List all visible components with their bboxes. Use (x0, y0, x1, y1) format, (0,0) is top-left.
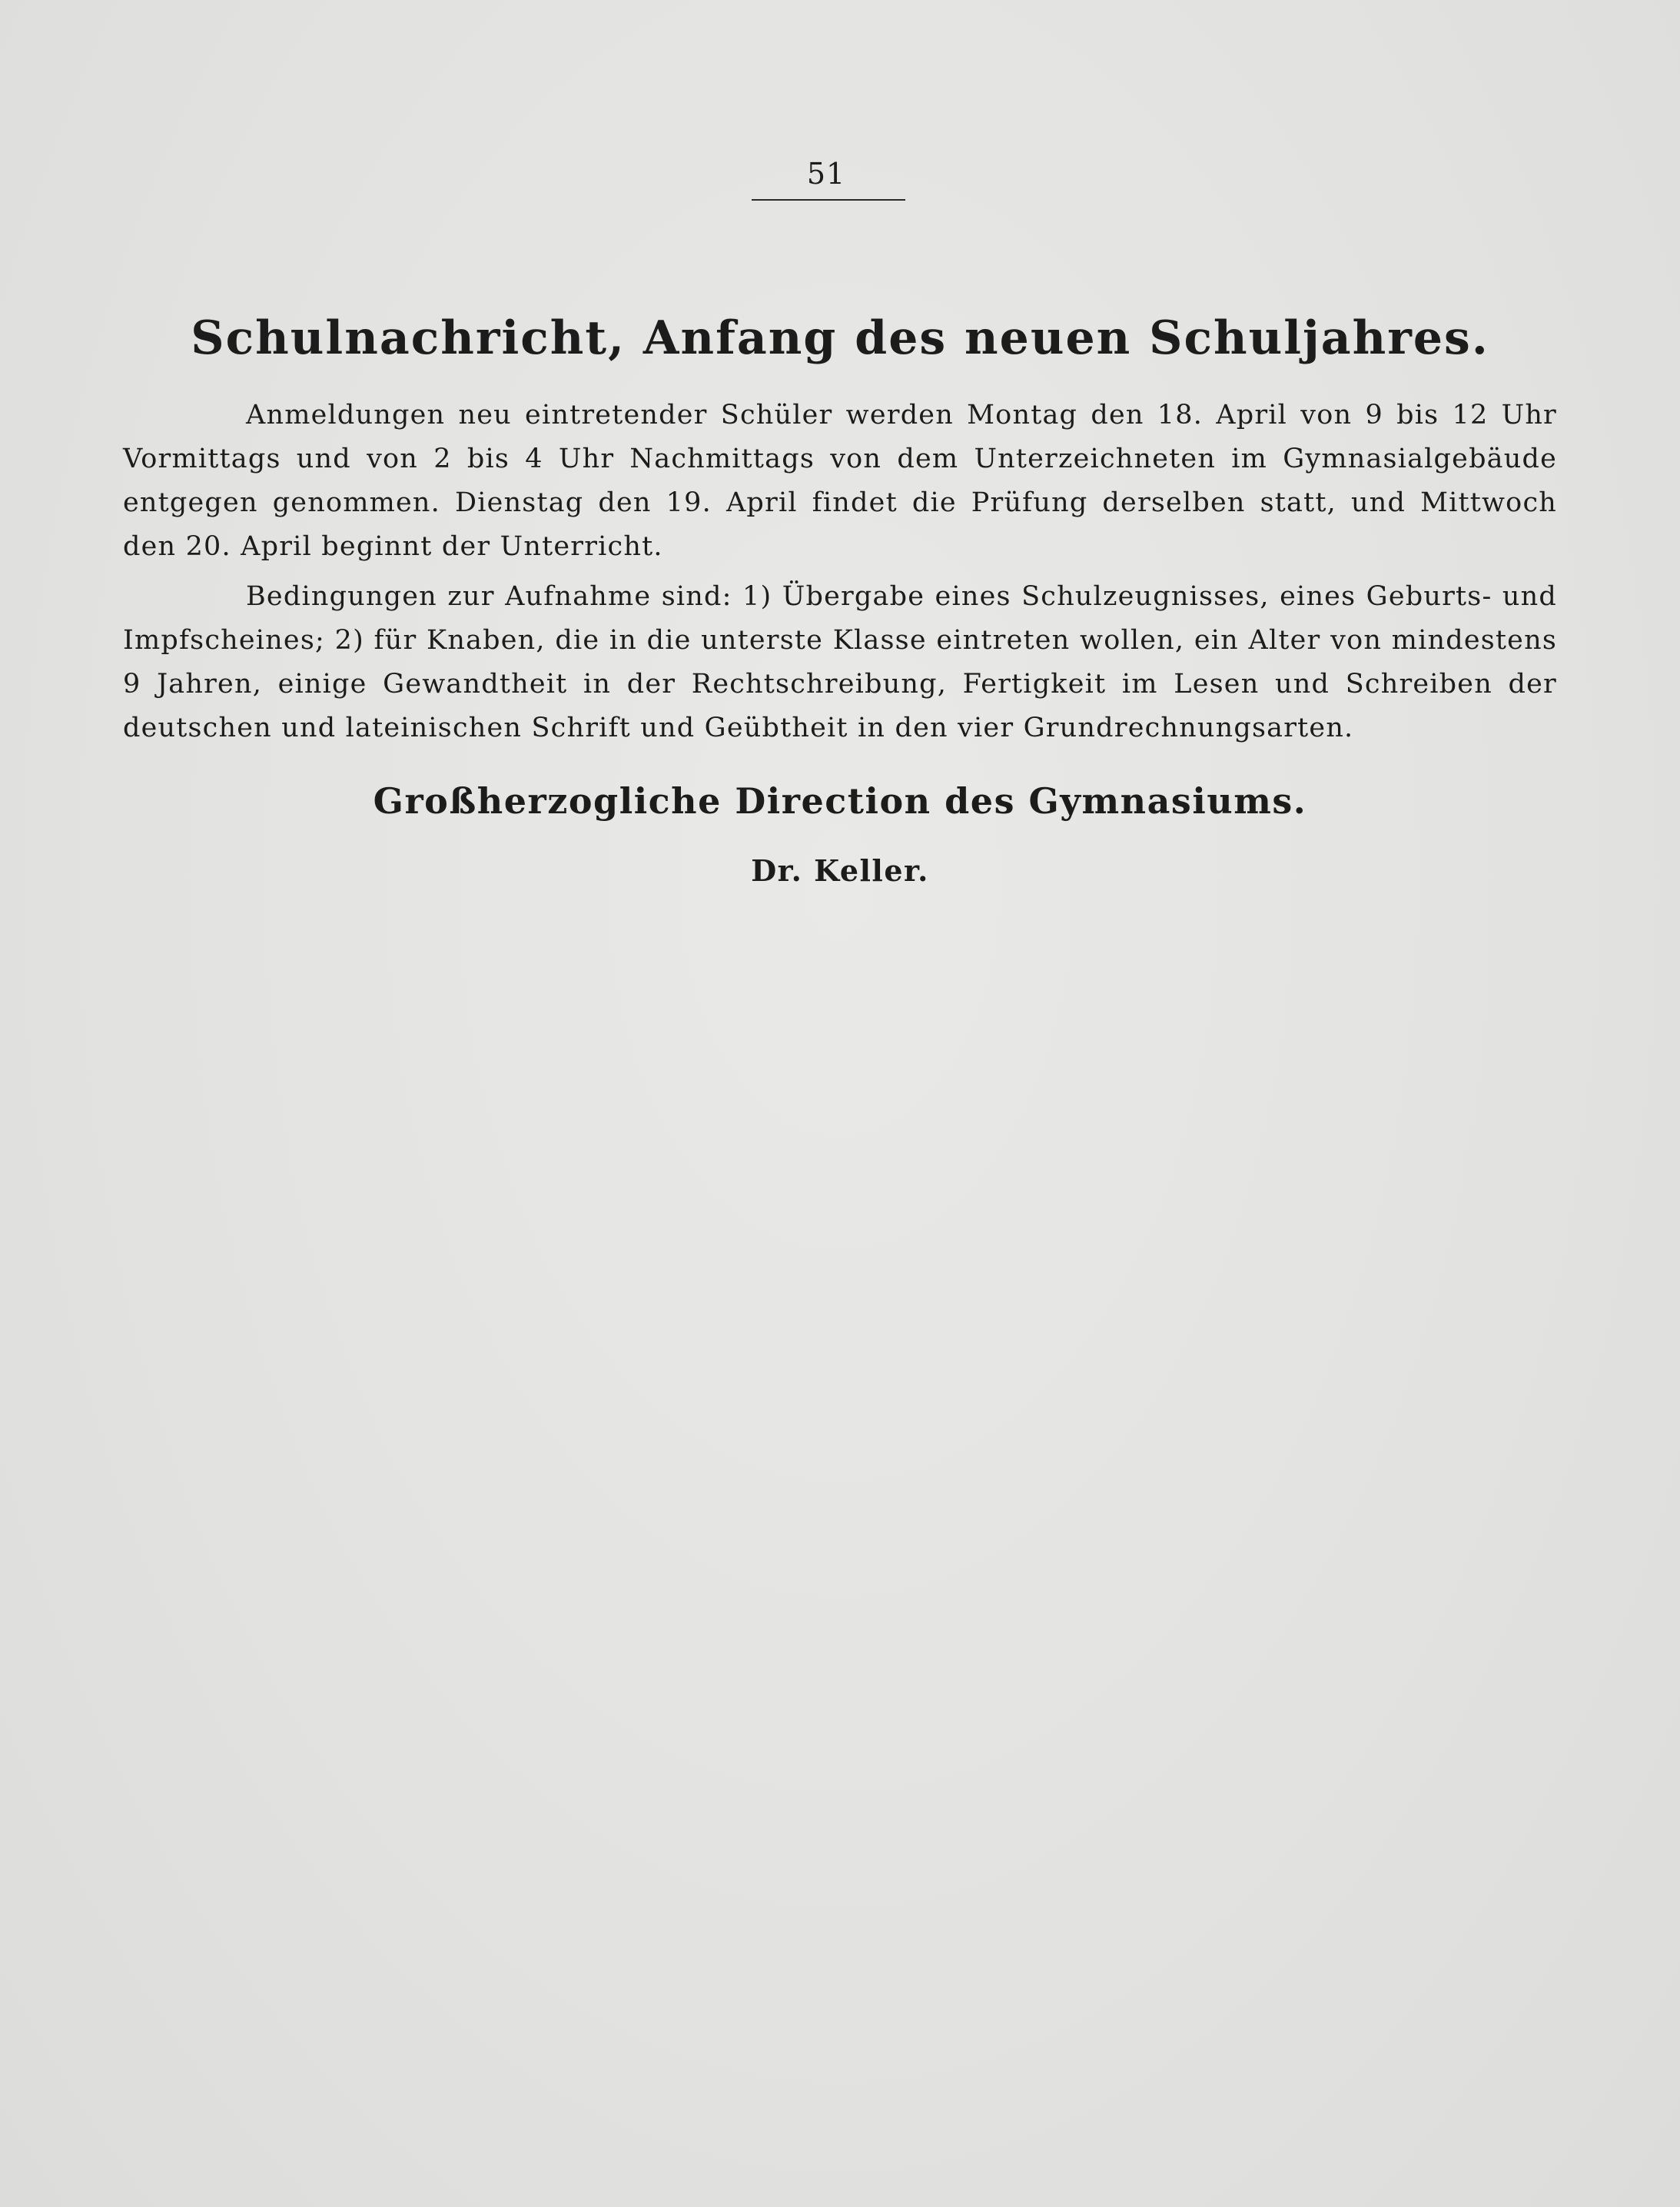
page-number: 51 (806, 157, 846, 191)
page-number-rule (752, 199, 905, 201)
paragraph-admission-conditions: Bedingungen zur Aufnahme sind: 1) Übergabe eines Schulzeugnisses, eines Geburts- und Impfscheines; 2) für Knaben, die in die unterste Klasse eintreten wollen, ein Alter von mindestens 9 Jahren, einige Gewandtheit in der Rechtschreibung, Fertigkeit im Lesen und Schreiben der deutschen und lateinischen Schrift und Geübtheit in den vier Grundrechnungsarten. (123, 581, 1557, 743)
issuing-authority: Großherzogliche Direction des Gymnasiums. (373, 780, 1307, 822)
body-text (123, 394, 1557, 756)
paragraph-registration: Anmeldungen neu eintretender Schüler werden Montag den 18. April von 9 bis 12 Uhr Vormittags und von 2 bis 4 Uhr Nachmittags von dem Unterzeichneten im Gymnasialgebäude entgegen genommen. Dienstag den 19. April findet die Prüfung derselben statt, und Mittwoch den 20. April beginnt der Unterricht. (123, 400, 1557, 562)
signature: Dr. Keller. (751, 853, 929, 888)
section-heading: Schulnachricht, Anfang des neuen Schuljahres. (191, 311, 1489, 365)
